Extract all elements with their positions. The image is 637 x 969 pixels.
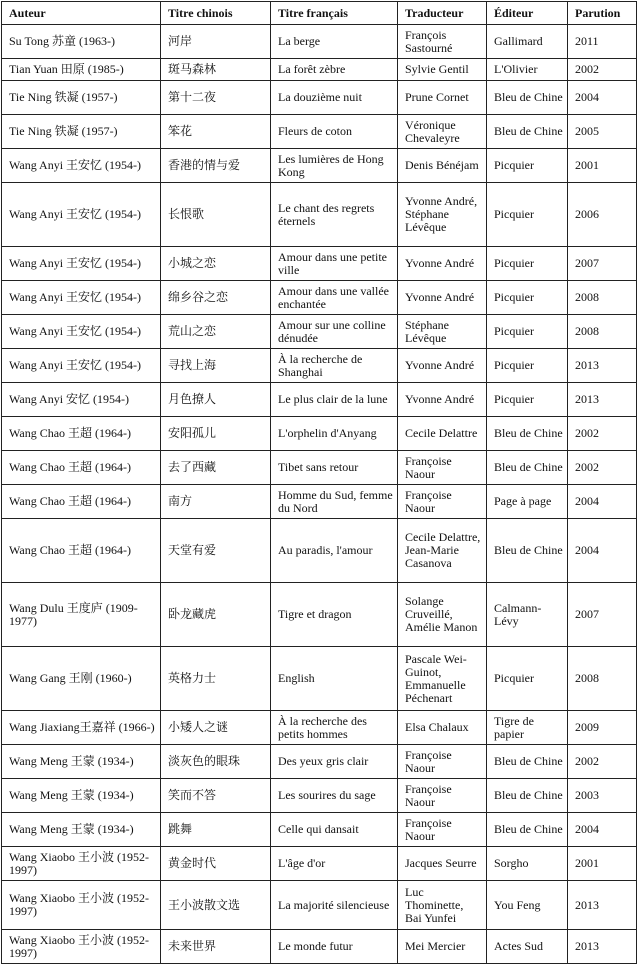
cell-french-title: English [271,647,398,711]
cell-year: 2003 [568,779,637,813]
cell-translator: François Sastourné [398,25,487,59]
cell-publisher: Calmann-Lévy [487,583,568,647]
cell-french-title: La forêt zèbre [271,59,398,81]
cell-year: 2004 [568,485,637,519]
cell-translator: Cecile Delattre, Jean-Marie Casanova [398,519,487,583]
cell-french-title: La berge [271,25,398,59]
cell-translator: Françoise Naour [398,745,487,779]
cell-chinese-title: 安阳孤儿 [161,417,271,451]
cell-author: Wang Meng 王蒙 (1934-) [2,745,161,779]
cell-author: Wang Chao 王超 (1964-) [2,451,161,485]
cell-translator: Luc Thominette, Bai Yunfei [398,881,487,930]
cell-author: Tie Ning 铁凝 (1957-) [2,115,161,149]
cell-french-title: À la recherche de Shanghai [271,349,398,383]
cell-chinese-title: 天堂有爱 [161,519,271,583]
header-chinese-title: Titre chinois [161,2,271,25]
cell-author: Wang Anyi 王安忆 (1954-) [2,247,161,281]
cell-chinese-title: 寻找上海 [161,349,271,383]
table-row [2,711,637,745]
table-row [2,779,637,813]
table-row [2,349,637,383]
cell-french-title: Celle qui dansait [271,813,398,847]
cell-author: Wang Xiaobo 王小波 (1952-1997) [2,881,161,930]
table-row [2,281,637,315]
cell-chinese-title: 小矮人之谜 [161,711,271,745]
table-row [2,417,637,451]
cell-french-title: Les lumières de Hong Kong [271,149,398,183]
cell-chinese-title: 去了西藏 [161,451,271,485]
cell-chinese-title: 黄金时代 [161,847,271,881]
cell-publisher: Bleu de Chine [487,519,568,583]
cell-publisher: You Feng [487,881,568,930]
cell-chinese-title: 月色撩人 [161,383,271,417]
table-row [2,383,637,417]
cell-french-title: Tibet sans retour [271,451,398,485]
cell-author: Wang Chao 王超 (1964-) [2,417,161,451]
table-row [2,847,637,881]
cell-chinese-title: 斑马森林 [161,59,271,81]
cell-author: Wang Gang 王刚 (1960-) [2,647,161,711]
cell-publisher: L'Olivier [487,59,568,81]
cell-publisher: Actes Sud [487,930,568,964]
table-row [2,149,637,183]
cell-year: 2001 [568,847,637,881]
table-body [2,25,637,964]
cell-french-title: La majorité silencieuse [271,881,398,930]
cell-publisher: Picquier [487,315,568,349]
cell-chinese-title: 荒山之恋 [161,315,271,349]
cell-translator: Françoise Naour [398,485,487,519]
cell-translator: Jacques Seurre [398,847,487,881]
table-row [2,59,637,81]
cell-chinese-title: 笑而不答 [161,779,271,813]
cell-chinese-title: 未来世界 [161,930,271,964]
cell-publisher: Picquier [487,149,568,183]
table-row [2,745,637,779]
cell-french-title: Tigre et dragon [271,583,398,647]
cell-translator: Yvonne André [398,281,487,315]
table-row [2,881,637,930]
cell-publisher: Picquier [487,349,568,383]
translations-table [1,1,637,964]
cell-french-title: L'orphelin d'Anyang [271,417,398,451]
cell-year: 2013 [568,383,637,417]
cell-french-title: Amour sur une colline dénudée [271,315,398,349]
cell-publisher: Bleu de Chine [487,813,568,847]
cell-chinese-title: 河岸 [161,25,271,59]
cell-author: Wang Xiaobo 王小波 (1952-1997) [2,847,161,881]
cell-french-title: Le plus clair de la lune [271,383,398,417]
cell-year: 2013 [568,881,637,930]
cell-translator: Solange Cruveillé, Amélie Manon [398,583,487,647]
table-row [2,583,637,647]
table-row [2,485,637,519]
cell-chinese-title: 绵乡谷之恋 [161,281,271,315]
cell-french-title: Au paradis, l'amour [271,519,398,583]
cell-publisher: Bleu de Chine [487,81,568,115]
cell-year: 2002 [568,417,637,451]
cell-year: 2004 [568,813,637,847]
cell-year: 2004 [568,81,637,115]
table-row [2,315,637,349]
cell-year: 2008 [568,315,637,349]
cell-publisher: Page à page [487,485,568,519]
cell-publisher: Picquier [487,183,568,247]
cell-translator: Françoise Naour [398,451,487,485]
cell-author: Tian Yuan 田原 (1985-) [2,59,161,81]
cell-author: Wang Chao 王超 (1964-) [2,519,161,583]
cell-publisher: Bleu de Chine [487,417,568,451]
cell-publisher: Picquier [487,647,568,711]
cell-translator: Françoise Naour [398,779,487,813]
cell-publisher: Picquier [487,383,568,417]
cell-translator: Françoise Naour [398,813,487,847]
table-row [2,930,637,964]
header-french-title: Titre français [271,2,398,25]
cell-french-title: Amour dans une vallée enchantée [271,281,398,315]
cell-translator: Yvonne André [398,383,487,417]
cell-chinese-title: 英格力士 [161,647,271,711]
cell-french-title: L'âge d'or [271,847,398,881]
cell-author: Wang Meng 王蒙 (1934-) [2,813,161,847]
cell-french-title: Les sourires du sage [271,779,398,813]
cell-publisher: Bleu de Chine [487,745,568,779]
cell-french-title: Fleurs de coton [271,115,398,149]
cell-year: 2011 [568,25,637,59]
cell-year: 2007 [568,247,637,281]
cell-translator: Cecile Delattre [398,417,487,451]
table-row [2,115,637,149]
cell-year: 2005 [568,115,637,149]
cell-author: Wang Chao 王超 (1964-) [2,485,161,519]
table-row [2,183,637,247]
table-row [2,451,637,485]
cell-publisher: Gallimard [487,25,568,59]
cell-author: Wang Jiaxiang王嘉祥 (1966-) [2,711,161,745]
cell-chinese-title: 跳舞 [161,813,271,847]
cell-french-title: Homme du Sud, femme du Nord [271,485,398,519]
cell-publisher: Bleu de Chine [487,451,568,485]
cell-chinese-title: 香港的情与爱 [161,149,271,183]
cell-year: 2008 [568,647,637,711]
cell-author: Su Tong 苏童 (1963-) [2,25,161,59]
cell-year: 2002 [568,745,637,779]
cell-year: 2006 [568,183,637,247]
cell-publisher: Picquier [487,247,568,281]
cell-author: Wang Meng 王蒙 (1934-) [2,779,161,813]
cell-year: 2013 [568,349,637,383]
cell-year: 2013 [568,930,637,964]
cell-chinese-title: 笨花 [161,115,271,149]
cell-french-title: Amour dans une petite ville [271,247,398,281]
cell-french-title: À la recherche des petits hommes [271,711,398,745]
table-row [2,81,637,115]
cell-translator: Mei Mercier [398,930,487,964]
cell-author: Tie Ning 铁凝 (1957-) [2,81,161,115]
cell-author: Wang Anyi 王安忆 (1954-) [2,183,161,247]
cell-year: 2001 [568,149,637,183]
cell-french-title: La douzième nuit [271,81,398,115]
cell-year: 2004 [568,519,637,583]
cell-year: 2007 [568,583,637,647]
cell-author: Wang Anyi 王安忆 (1954-) [2,349,161,383]
cell-translator: Pascale Wei-Guinot, Emmanuelle Péchenart [398,647,487,711]
table-row [2,25,637,59]
cell-chinese-title: 长恨歌 [161,183,271,247]
cell-author: Wang Dulu 王度庐 (1909-1977) [2,583,161,647]
cell-author: Wang Anyi 王安忆 (1954-) [2,149,161,183]
cell-year: 2008 [568,281,637,315]
cell-author: Wang Anyi 王安忆 (1954-) [2,281,161,315]
cell-chinese-title: 南方 [161,485,271,519]
cell-translator: Stéphane Lévêque [398,315,487,349]
cell-translator: Yvonne André [398,349,487,383]
cell-french-title: Le chant des regrets éternels [271,183,398,247]
table-row [2,647,637,711]
cell-translator: Prune Cornet [398,81,487,115]
cell-chinese-title: 小城之恋 [161,247,271,281]
cell-publisher: Sorgho [487,847,568,881]
header-publisher: Éditeur [487,2,568,25]
cell-translator: Sylvie Gentil [398,59,487,81]
cell-chinese-title: 第十二夜 [161,81,271,115]
header-row [2,2,637,25]
cell-year: 2009 [568,711,637,745]
cell-chinese-title: 卧龙藏虎 [161,583,271,647]
cell-translator: Véronique Chevaleyre [398,115,487,149]
cell-french-title: Le monde futur [271,930,398,964]
cell-publisher: Bleu de Chine [487,115,568,149]
cell-translator: Elsa Chalaux [398,711,487,745]
table-row [2,813,637,847]
table-row [2,519,637,583]
cell-publisher: Tigre de papier [487,711,568,745]
header-author: Auteur [2,2,161,25]
cell-author: Wang Xiaobo 王小波 (1952-1997) [2,930,161,964]
cell-year: 2002 [568,451,637,485]
cell-author: Wang Anyi 王安忆 (1954-) [2,315,161,349]
cell-publisher: Bleu de Chine [487,779,568,813]
cell-translator: Yvonne André, Stéphane Lévêque [398,183,487,247]
cell-chinese-title: 淡灰色的眼珠 [161,745,271,779]
header-translator: Traducteur [398,2,487,25]
cell-translator: Yvonne André [398,247,487,281]
cell-translator: Denis Bénéjam [398,149,487,183]
cell-chinese-title: 王小波散文选 [161,881,271,930]
cell-year: 2002 [568,59,637,81]
cell-publisher: Picquier [487,281,568,315]
cell-french-title: Des yeux gris clair [271,745,398,779]
header-year: Parution [568,2,637,25]
cell-author: Wang Anyi 安忆 (1954-) [2,383,161,417]
table-row [2,247,637,281]
